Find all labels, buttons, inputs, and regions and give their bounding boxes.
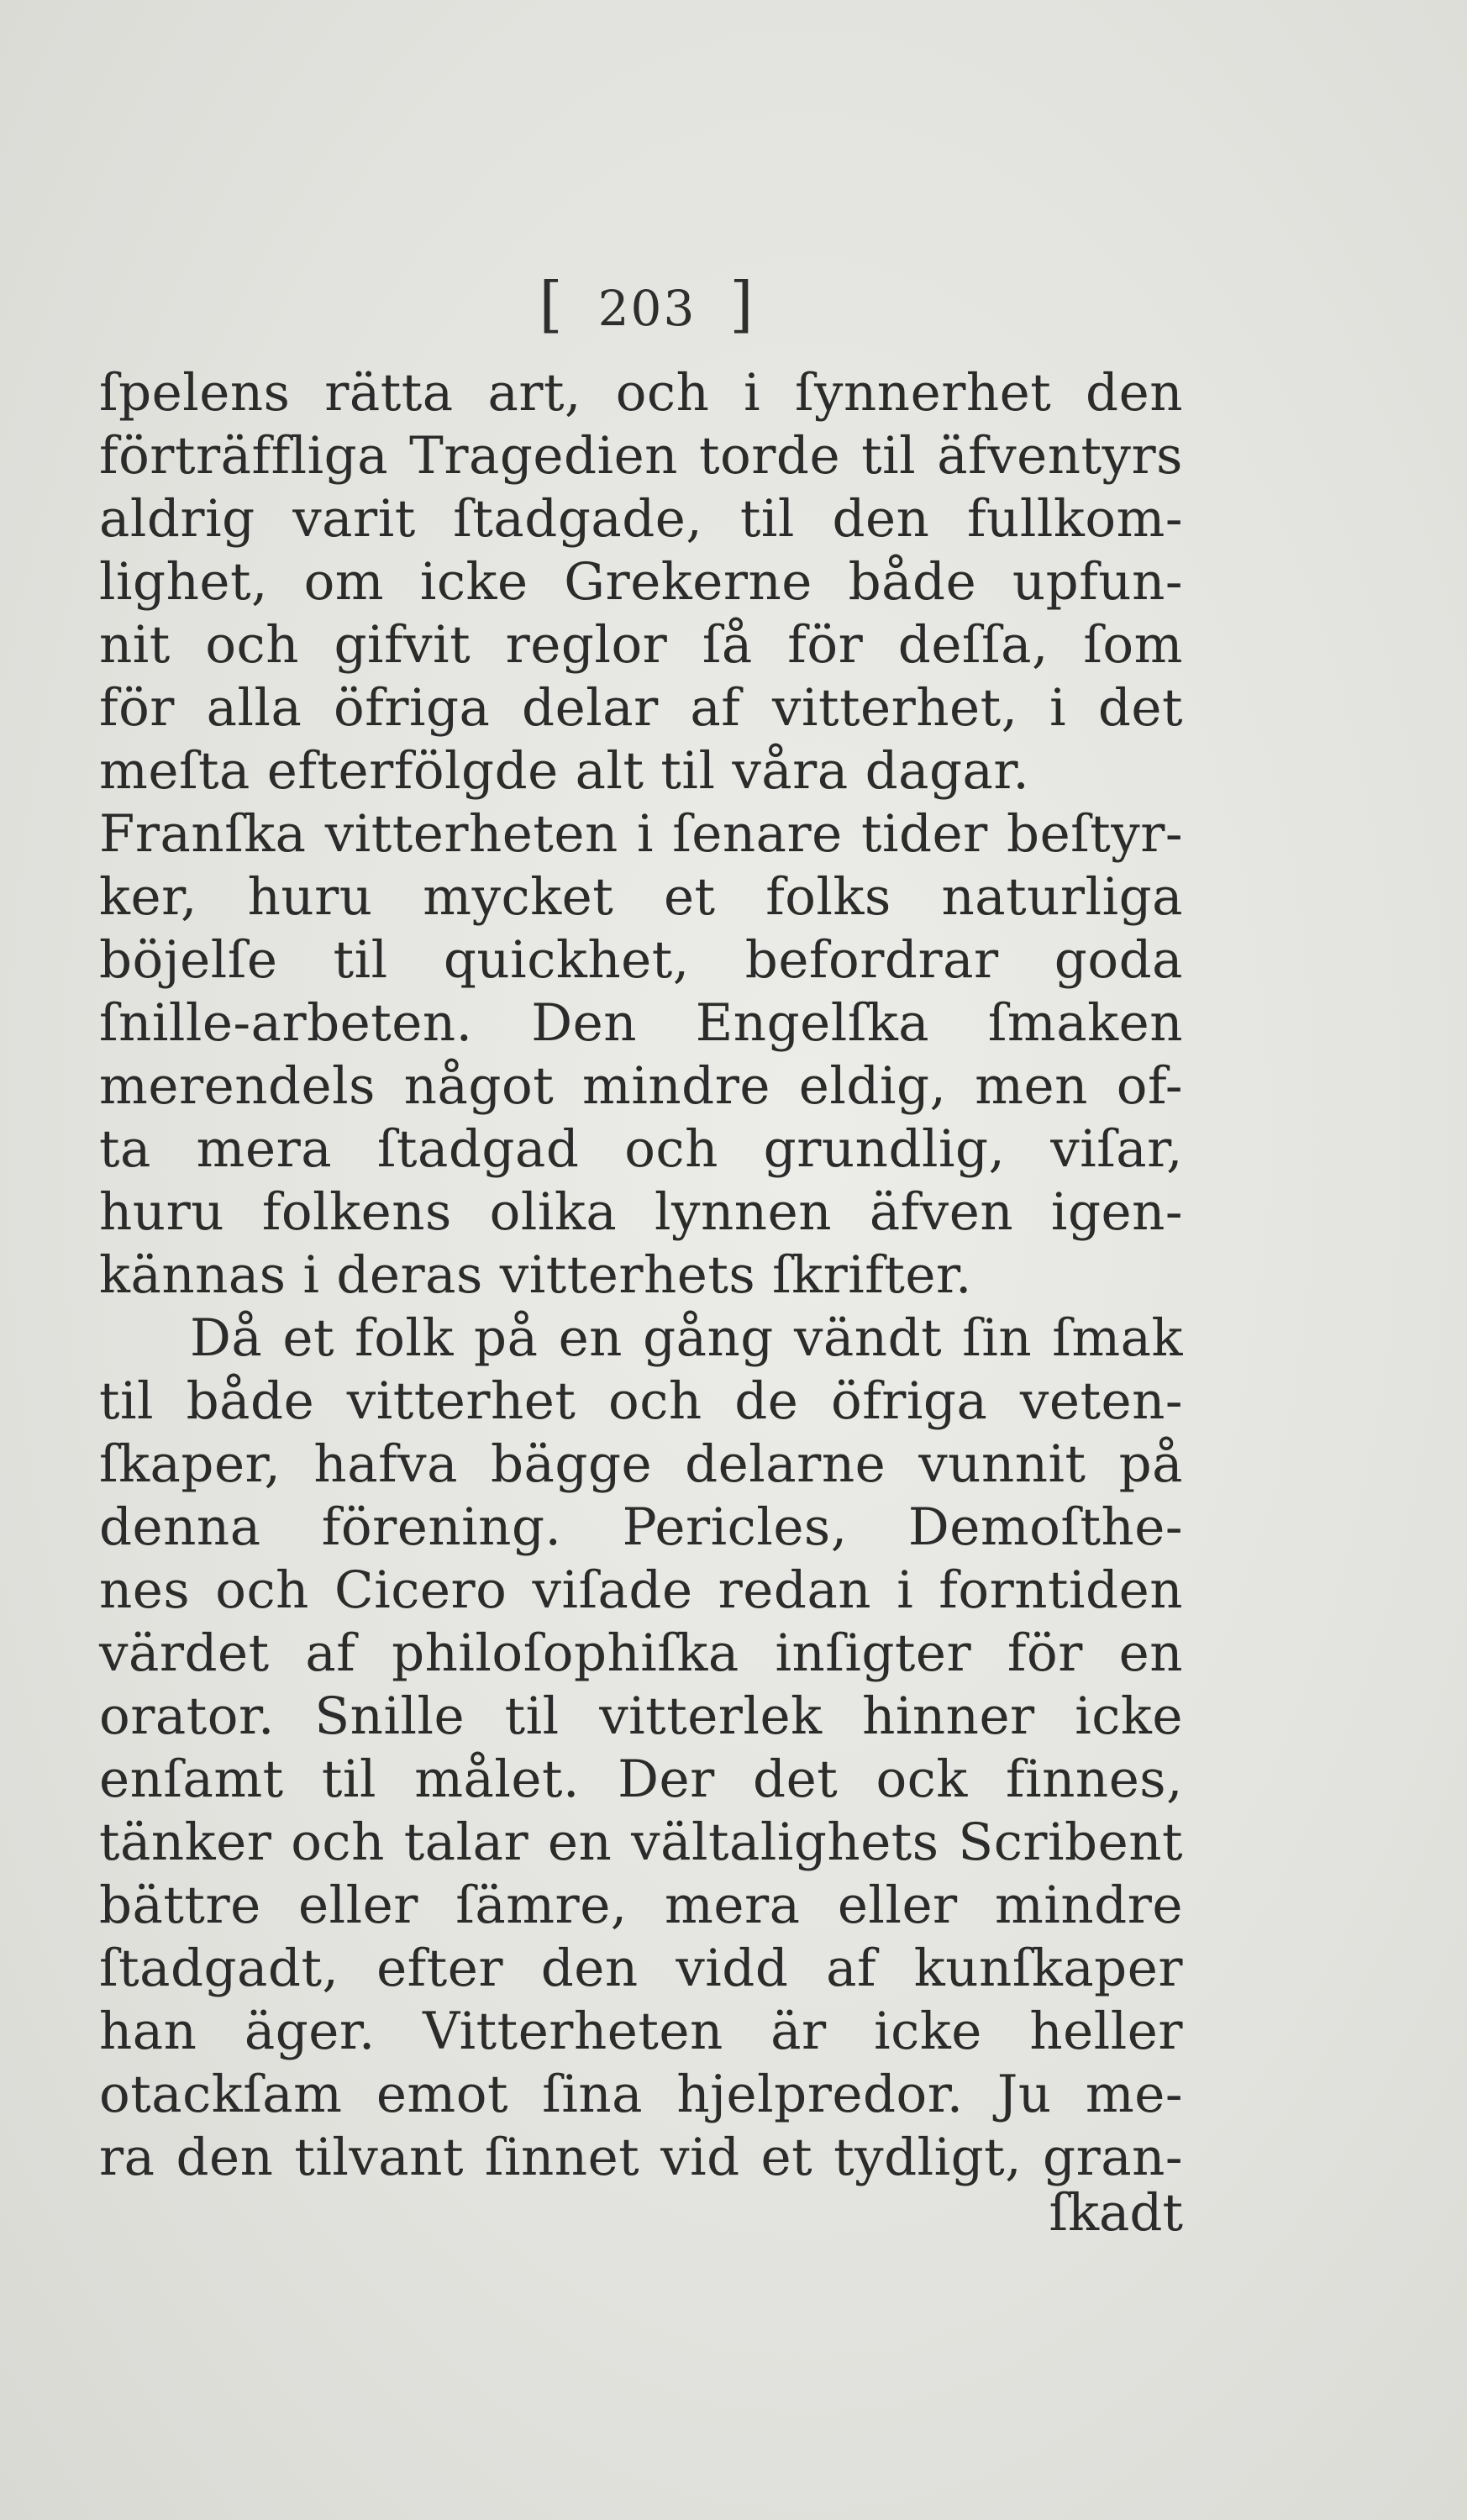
text-line: bättre eller ſämre, mera eller mindre bbox=[99, 1876, 1183, 1935]
text-line: böjelſe til quickhet, befordrar goda bbox=[99, 930, 1183, 990]
text-line: enſamt til målet. Der det ock finnes, bbox=[99, 1749, 1183, 1809]
text-line: ſnille-arbeten. Den Engelſka ſmaken bbox=[99, 993, 1183, 1053]
text-line: huru folkens olika lynnen äfven igen- bbox=[99, 1182, 1183, 1242]
text-line: värdet af philoſophiſka inſigter för en bbox=[99, 1623, 1183, 1683]
text-line: ſtadgadt, efter den vidd af kunſkaper bbox=[99, 1939, 1183, 1998]
text-line: ſpelens rätta art, och i ſynnerhet den bbox=[99, 363, 1183, 423]
header-right-bracket: ] bbox=[729, 269, 755, 339]
text-line: nes och Cicero viſade redan i forntiden bbox=[99, 1560, 1183, 1620]
text-line: denna förening. Pericles, Demoſthe- bbox=[99, 1497, 1183, 1557]
text-line: lighet, om icke Grekerne både upfun- bbox=[99, 552, 1183, 612]
text-line: orator. Snille til vitterlek hinner icke bbox=[99, 1686, 1183, 1746]
text-line: han äger. Vitterheten är icke heller bbox=[99, 2002, 1183, 2061]
header-left-bracket: [ bbox=[539, 269, 565, 339]
text-line: otackſam emot ſina hjelpredor. Ju me- bbox=[99, 2065, 1183, 2124]
text-line: meſta efterfölgde alt til våra dagar. bbox=[99, 741, 1030, 801]
text-line: kännas i deras vitterhets ſkrifter. bbox=[99, 1245, 972, 1305]
text-line: för alla öfriga delar af vitterhet, i det bbox=[99, 678, 1183, 738]
text-line: aldrig varit ſtadgade, til den fullkom- bbox=[99, 489, 1183, 549]
text-line: ra den tilvant ſinnet vid et tydligt, gran- bbox=[99, 2128, 1183, 2187]
text-line: merendels något mindre eldig, men of- bbox=[99, 1056, 1183, 1116]
text-line: nit och gifvit reglor ſå för deſſa, ſom bbox=[99, 615, 1183, 675]
catchword: ſkadt bbox=[1049, 2183, 1183, 2243]
text-line: Franſka vitterheten i ſenare tider beſtyr- bbox=[99, 804, 1183, 864]
text-line: Då et folk på en gång vändt ſin ſmak bbox=[190, 1308, 1183, 1368]
text-line: ta mera ſtadgad och grundlig, viſar, bbox=[99, 1119, 1183, 1179]
text-line: tänker och talar en vältalighets Scribent bbox=[99, 1812, 1183, 1872]
text-line: förträffliga Tragedien torde til äfventyrs bbox=[99, 426, 1183, 486]
text-line: ſkaper, hafva bägge delarne vunnit på bbox=[99, 1434, 1183, 1494]
text-line: ker, huru mycket et folks naturliga bbox=[99, 867, 1183, 927]
page-header bbox=[504, 269, 790, 339]
text-line: til både vitterhet och de öfriga veten- bbox=[99, 1371, 1183, 1431]
page-number: 203 bbox=[597, 280, 697, 337]
body-text bbox=[99, 361, 1183, 2189]
